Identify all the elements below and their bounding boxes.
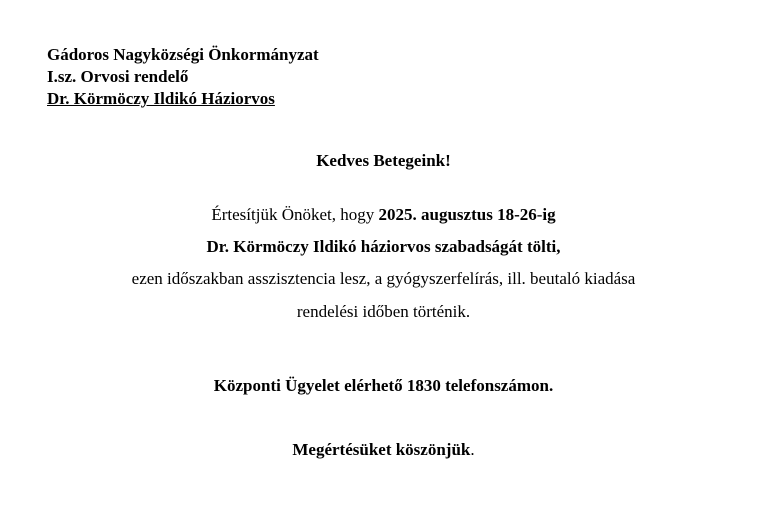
greeting: Kedves Betegeink! <box>316 151 451 170</box>
letterhead <box>47 44 319 110</box>
suffix-ig: ig <box>542 205 556 224</box>
clinic-name: I.sz. Orvosi rendelő <box>47 67 189 86</box>
municipality-name: Gádoros Nagyközségi Önkormányzat <box>47 45 319 64</box>
notice-line-hours: rendelési időben történik. <box>296 302 471 321</box>
notice-line-on-call: Központi Ügyelet elérhető 1830 telefonszámon. <box>213 376 554 395</box>
closing-period: . <box>470 440 475 459</box>
closing-text: Megértésüket köszönjük <box>292 440 471 459</box>
vacation-dates: 2025. augusztus 18-26 <box>378 205 537 224</box>
notice-line-dates <box>0 205 767 225</box>
doctor-name: Dr. Körmöczy Ildikó Háziorvos <box>47 89 275 108</box>
dash-text: - <box>536 205 543 224</box>
closing-line <box>0 440 767 460</box>
notice-line-doctor-vacation: Dr. Körmöczy Ildikó háziorvos szabadságát tölti, <box>206 237 561 256</box>
notice-intro-text: Értesítjük Önöket, hogy <box>211 205 379 224</box>
notice-line-assistance: ezen időszakban asszisztencia lesz, a gyógyszerfelírás, ill. beutaló kiadása <box>131 269 636 288</box>
